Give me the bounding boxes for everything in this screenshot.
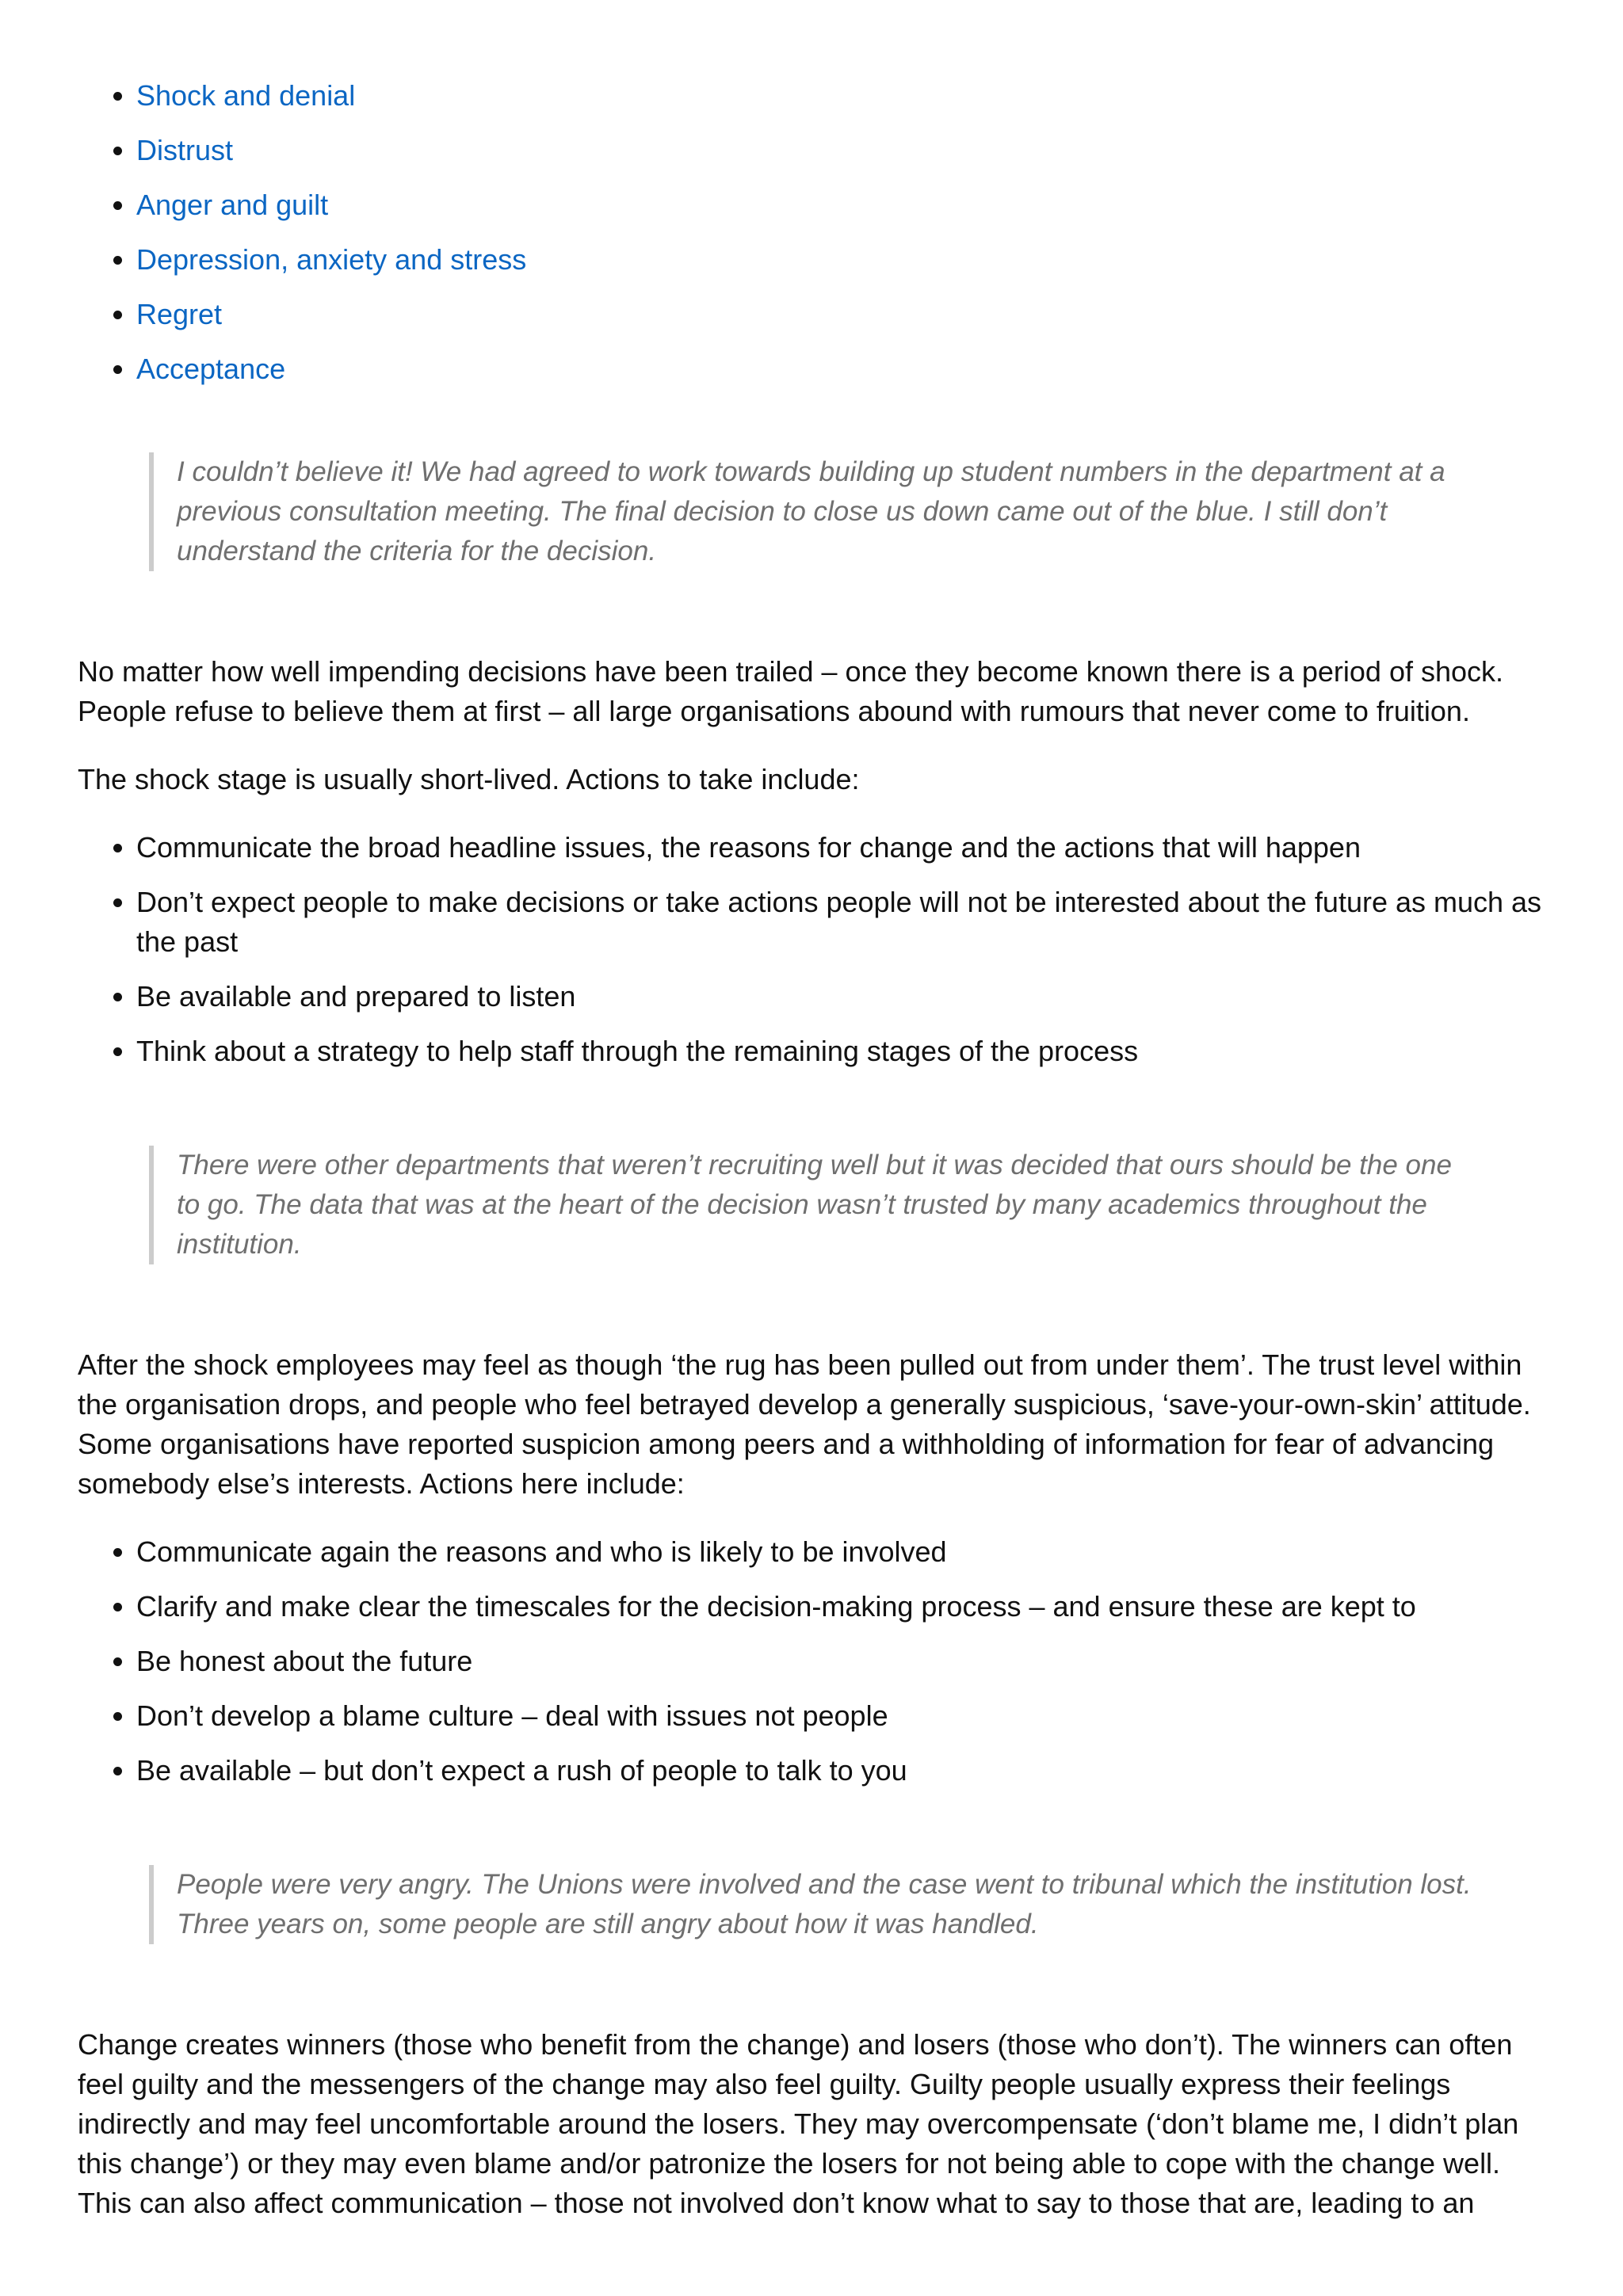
link-distrust[interactable]: Distrust xyxy=(136,134,234,166)
quote-block-shock xyxy=(149,452,1476,571)
list-item xyxy=(136,131,1547,170)
quote-text: There were other departments that weren’t recruiting well but it was decided that ours should be the one to go. The data that was at the heart of the decision wasn’t trusted by many academics throughout the institution. xyxy=(177,1150,1452,1260)
link-regret[interactable]: Regret xyxy=(136,298,223,330)
list-item xyxy=(136,349,1547,389)
list-item: • Be available – but don’t expect a rush of people to talk to you xyxy=(136,1751,1547,1791)
list-item: • Communicate again the reasons and who is likely to be involved xyxy=(136,1532,1547,1572)
link-acceptance[interactable]: Acceptance xyxy=(136,353,286,385)
list-item: • Communicate the broad headline issues, the reasons for change and the actions that will happen xyxy=(136,828,1547,868)
link-shock-and-denial[interactable]: Shock and denial xyxy=(136,79,356,112)
list-item: • Don’t expect people to make decisions or take actions people will not be interested about the future as much as the past xyxy=(136,883,1547,962)
paragraph-shock-actions-lead: The shock stage is usually short-lived. Actions to take include: xyxy=(78,763,860,795)
quote-text: People were very angry. The Unions were involved and the case went to tribunal which the institution lost. Three years on, some people are still angry about how it was handled. xyxy=(177,1869,1472,1939)
distrust-actions-list xyxy=(78,1532,1547,1791)
link-depression-anxiety-stress[interactable]: Depression, anxiety and stress xyxy=(136,243,527,276)
list-item xyxy=(136,185,1547,225)
quote-block-anger xyxy=(149,1865,1476,1944)
paragraph-anger-guilt: Change creates winners (those who benefit from the change) and losers (those who don’t). The winners can often feel guilty and the messengers of the change may also feel guilty. Guilty people usually express their feelings indirectly and may feel uncomfortable around the losers. They may overcompensate (‘don’t blame me, I didn’t plan this change’) or they may even blame and/or patronize the losers for not being able to cope with the change well. This can also affect communication – those not involved don’t know what to say to those that are, leading to an xyxy=(78,2028,1519,2219)
list-item: • Be honest about the future xyxy=(136,1642,1547,1681)
list-item xyxy=(136,240,1547,280)
shock-actions-list xyxy=(78,828,1547,1071)
section-link-list xyxy=(78,76,1547,389)
list-item: • Be available and prepared to listen xyxy=(136,977,1547,1016)
list-item xyxy=(136,76,1547,116)
link-anger-and-guilt[interactable]: Anger and guilt xyxy=(136,189,329,221)
quote-block-distrust xyxy=(149,1146,1476,1264)
paragraph-distrust: After the shock employees may feel as though ‘the rug has been pulled out from under them’. The trust level within the organisation drops, and people who feel betrayed develop a generally suspicious, ‘save-your-own-skin’ attitude. Some organisations have reported suspicion among peers and a withholding of information for fear of advancing somebody else’s interests. Actions here include: xyxy=(78,1348,1531,1500)
list-item xyxy=(136,295,1547,334)
quote-text: I couldn’t believe it! We had agreed to work towards building up student numbers in the department at a previous consultation meeting. The final decision to close us down came out of the blue. I still don’t understand the criteria for the decision. xyxy=(177,456,1445,566)
list-item: • Don’t develop a blame culture – deal with issues not people xyxy=(136,1696,1547,1736)
list-item: • Think about a strategy to help staff through the remaining stages of the process xyxy=(136,1032,1547,1071)
list-item: • Clarify and make clear the timescales for the decision-making process – and ensure these are kept to xyxy=(136,1587,1547,1627)
paragraph-shock-intro: No matter how well impending decisions have been trailed – once they become known there is a period of shock. People refuse to believe them at first – all large organisations abound with rumours that never come to fruition. xyxy=(78,655,1504,727)
